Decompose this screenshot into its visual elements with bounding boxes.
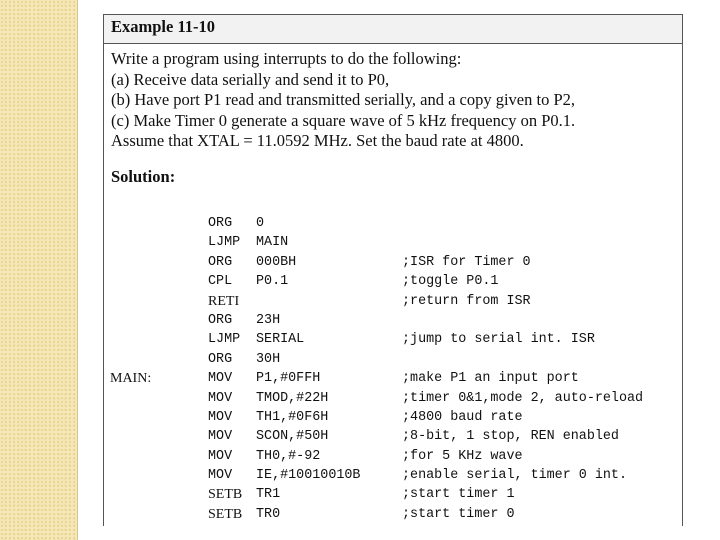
code-comment: ;make P1 an input port [402, 371, 579, 387]
code-mnemonic: CPL [208, 274, 233, 290]
code-operand: TH0,#-92 [256, 448, 321, 464]
problem-line: (b) Have port P1 read and transmitted serially, and a copy given to P2, [111, 90, 576, 109]
code-line [104, 274, 682, 293]
code-comment: ;start timer 0 [402, 506, 515, 522]
code-line [104, 391, 682, 410]
code-comment: ;8-bit, 1 stop, REN enabled [402, 429, 619, 445]
code-comment: ;return from ISR [402, 293, 531, 309]
code-mnemonic: ORG [208, 216, 233, 231]
code-line [104, 449, 682, 468]
code-operand: 0 [256, 216, 265, 231]
code-mnemonic: MOV [208, 409, 233, 425]
code-comment: ;timer 0&1,mode 2, auto-reload [402, 390, 644, 406]
example-title: Example 11-10 [104, 15, 682, 44]
code-comment: ;toggle P0.1 [402, 274, 499, 290]
code-operand: IE,#10010010B [256, 468, 361, 484]
assembly-code-listing [104, 216, 682, 526]
code-comment: ;ISR for Timer 0 [402, 254, 531, 270]
decorative-side-strip [0, 0, 78, 540]
code-operand: TR1 [256, 487, 281, 503]
code-mnemonic: MOV [208, 390, 233, 406]
code-label: MAIN: [110, 371, 152, 387]
code-operand: 000BH [256, 254, 297, 270]
code-mnemonic: SETB [208, 506, 243, 522]
code-mnemonic: MOV [208, 448, 233, 464]
code-line [104, 313, 682, 332]
code-comment: ;for 5 KHz wave [402, 448, 523, 464]
code-line [104, 294, 682, 313]
code-comment: ;start timer 1 [402, 487, 515, 503]
code-operand: 23H [256, 312, 281, 328]
code-line [104, 429, 682, 448]
code-line [104, 507, 682, 526]
code-operand: TH1,#0F6H [256, 409, 329, 425]
code-line [104, 352, 682, 371]
code-operand: 30H [256, 351, 281, 367]
code-operand: P0.1 [256, 274, 289, 290]
code-operand: TR0 [256, 506, 281, 522]
code-mnemonic: ORG [208, 312, 233, 328]
code-operand: TMOD,#22H [256, 390, 329, 406]
code-line [104, 255, 682, 274]
example-box [103, 14, 683, 526]
code-operand: SERIAL [256, 332, 305, 348]
code-operand: SCON,#50H [256, 429, 329, 445]
code-mnemonic: MOV [208, 371, 233, 387]
code-mnemonic: MOV [208, 429, 233, 445]
code-line [104, 468, 682, 487]
code-mnemonic: SETB [208, 487, 243, 503]
problem-statement [104, 44, 682, 152]
problem-line: (c) Make Timer 0 generate a square wave of 5 kHz frequency on P0.1. [111, 110, 576, 130]
code-mnemonic: ORG [208, 254, 233, 270]
code-mnemonic: LJMP [208, 332, 241, 348]
code-operand: P1,#0FFH [256, 371, 321, 387]
code-line [104, 487, 682, 506]
code-mnemonic: ORG [208, 351, 233, 367]
code-line [104, 410, 682, 429]
code-line [104, 216, 682, 235]
code-line [104, 332, 682, 351]
code-comment: ;4800 baud rate [402, 409, 523, 425]
problem-line: Write a program using interrupts to do the following: [111, 49, 462, 68]
code-comment: ;enable serial, timer 0 int. [402, 468, 627, 484]
code-mnemonic: MOV [208, 468, 233, 484]
solution-label: Solution: [111, 166, 176, 186]
code-mnemonic: LJMP [208, 235, 241, 251]
problem-line: (a) Receive data serially and send it to P0, [111, 69, 390, 89]
code-mnemonic: RETI [208, 293, 240, 309]
code-line [104, 371, 682, 390]
problem-line: Assume that XTAL = 11.0592 MHz. Set the baud rate at 4800. [111, 131, 524, 150]
code-operand: MAIN [256, 235, 289, 251]
code-comment: ;jump to serial int. ISR [402, 332, 595, 348]
code-line [104, 235, 682, 254]
